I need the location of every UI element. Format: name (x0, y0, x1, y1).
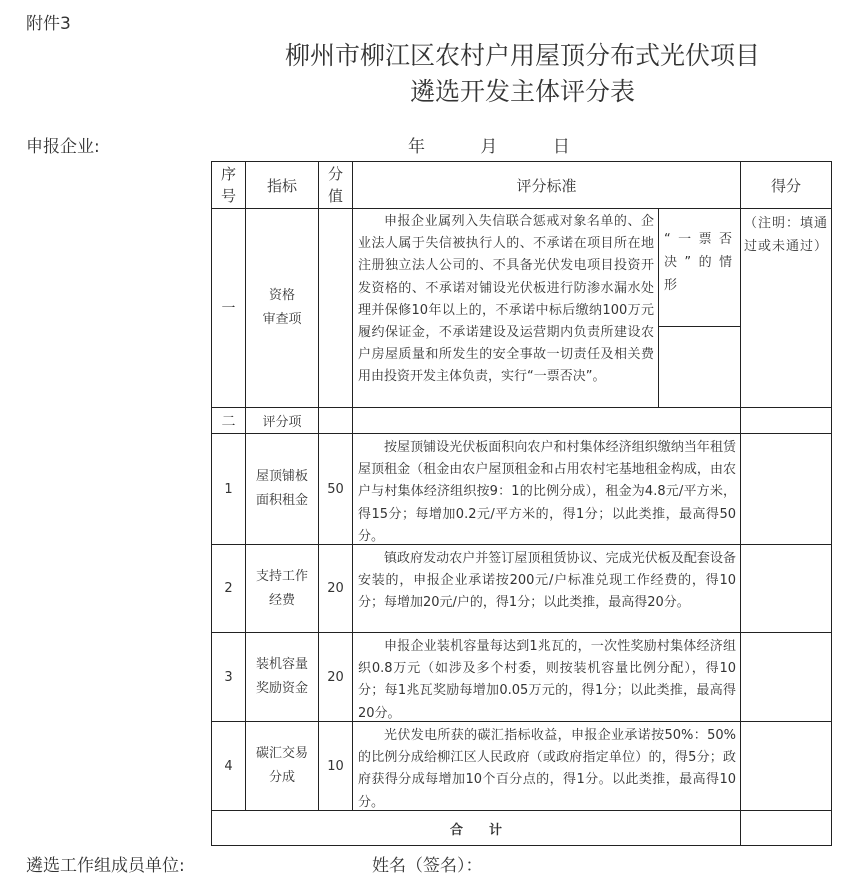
document-title-line2: 遴选开发主体评分表 (409, 77, 635, 106)
header-points: 分 值 (318, 161, 353, 209)
table-row-criteria: 按屋顶铺设光伏板面积向农户和村集体经济组织缴纳当年租赁屋顶租金（租金由农户屋顶租金和占用农村宅基地租金构成，由农户与村集体经济组织按9：1的比例分成），租金为4.8元/平方米，得15分；每增加0.2元/平方米的，得1分；以此类推，最高得50分。 (352, 433, 741, 545)
section2-score (740, 407, 832, 434)
header-indicator: 指标 (245, 161, 319, 209)
section2-points (318, 407, 353, 434)
table-row-indicator: 碳汇交易 分成 (245, 721, 319, 811)
date-year: 年 (408, 137, 425, 157)
table-row-indicator: 支持工作 经费 (245, 544, 319, 633)
table-row-points: 20 (318, 544, 353, 633)
table-row-seq: 3 (211, 632, 246, 722)
table-row-score[interactable] (740, 721, 832, 811)
header-criteria: 评分标准 (352, 161, 741, 209)
date-day: 日 (552, 137, 570, 157)
section1-indicator: 资格 审查项 (245, 208, 319, 408)
attachment-label: 附件3 (26, 14, 71, 34)
table-row-points: 50 (318, 433, 353, 545)
total-score[interactable] (740, 810, 832, 846)
table-row-indicator: 屋顶铺板 面积租金 (245, 433, 319, 545)
document-title-line1: 柳州市柳江区农村户用屋顶分布式光伏项目 (284, 41, 760, 70)
table-row-seq: 2 (211, 544, 246, 633)
applicant-label: 申报企业: (26, 137, 100, 157)
section2-seq: 二 (211, 407, 246, 434)
footer-signature-label: 姓名（签名）： (372, 856, 483, 876)
table-row-points: 20 (318, 632, 353, 722)
section1-points (318, 208, 353, 408)
section1-criteria: 申报企业属列入失信联合惩戒对象名单的、企业法人属于失信被执行人的、不承诺在项目所在地注册独立法人公司的、不具备光伏发电项目投资开发资格的、不承诺对铺设光伏板进行防渗水漏水处理并保修10年以上的，不承诺中标后缴纳100万元履约保证金，不承诺建设及运营期内负责所建设农户房屋质量和所发生的安全事故一切责任及相关费用由投资开发主体负责，实行“一票否决”。 (352, 208, 659, 408)
table-row-score[interactable] (740, 544, 832, 633)
header-score: 得分 (740, 161, 832, 209)
total-label: 合 计 (211, 810, 741, 846)
table-row-criteria: 申报企业装机容量每达到1兆瓦的，一次性奖励村集体经济组织0.8万元（如涉及多个村委，则按装机容量比例分配），得10分；每1兆瓦奖励每增加0.05万元的，得1分；以此类推，最高得20分。 (352, 632, 741, 722)
section1-veto-note: “一票否决”的情形 (658, 208, 741, 327)
table-row-criteria: 镇政府发动农户并签订屋顶租赁协议、完成光伏板及配套设备安装的，申报企业承诺按200元/户标准兑现工作经费的，得10分；每增加20元/户的，得1分；以此类推，最高得20分。 (352, 544, 741, 633)
section1-seq: 一 (211, 208, 246, 408)
section1-score-note: （注明：填通过或未通过） (740, 208, 832, 408)
table-row-criteria: 光伏发电所获的碳汇指标收益，申报企业承诺按50%：50%的比例分成给柳江区人民政府（或政府指定单位）的，得5分；政府获得分成每增加10个百分点的，得1分。以此类推，最高得10分。 (352, 721, 741, 811)
section2-criteria (352, 407, 741, 434)
table-row-seq: 1 (211, 433, 246, 545)
date-month: 月 (480, 137, 498, 157)
section2-indicator: 评分项 (245, 407, 319, 434)
table-row-score[interactable] (740, 433, 832, 545)
table-row-indicator: 装机容量 奖励资金 (245, 632, 319, 722)
header-seq: 序 号 (211, 161, 246, 209)
footer-unit-label: 遴选工作组成员单位: (26, 856, 185, 876)
section1-veto-blank (658, 326, 741, 408)
date-field (408, 132, 570, 157)
table-row-score[interactable] (740, 632, 832, 722)
table-row-seq: 4 (211, 721, 246, 811)
table-row-points: 10 (318, 721, 353, 811)
